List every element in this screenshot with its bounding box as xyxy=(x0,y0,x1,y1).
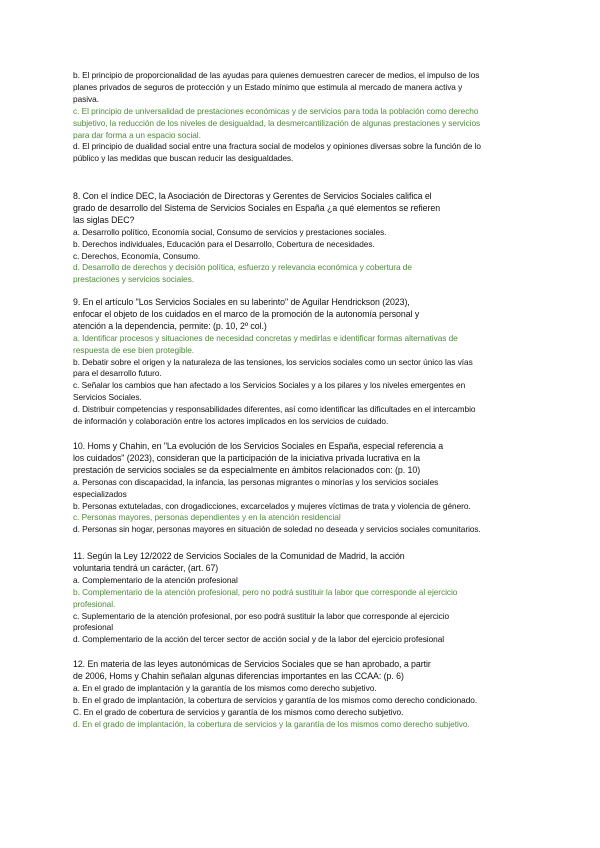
answer-option-line: b. En el grado de implantación, la cobertura de servicios y garantía de los mismos como derecho condicionado. xyxy=(73,694,478,705)
correct-answer-line: c. Personas mayores, personas dependientes y en la atención residencial xyxy=(73,512,341,523)
question-text-line: grado de desarrollo del Sistema de Servicios Sociales en España ¿a qué elementos se refieren xyxy=(73,202,441,213)
correct-answer-line: a. Identificar procesos y situaciones de necesidad concretas y medirlas e identificar formas alternativas de xyxy=(73,332,458,343)
question-text-line: 9. En el artículo "Los Servicios Sociales en su laberinto" de Aguilar Hendrickson (2023), xyxy=(73,297,410,307)
answer-option-line: b. Personas extuteladas, con drogadicciones, excarcelados y mujeres víctimas de trata y violencia de género. xyxy=(73,500,471,511)
question-text-line: atención a la dependencia, permite: (p. 10, 2º col.) xyxy=(73,320,267,331)
question-text-line: 12. En materia de las leyes autonómicas de Servicios Sociales que se han aprobado, a partir xyxy=(73,659,431,669)
answer-option-line: de información y colaboración entre los actores implicados en los servicios de cuidado. xyxy=(73,416,389,427)
answer-option-line: para el desarrollo futuro. xyxy=(73,368,162,379)
correct-answer-line: d. En el grado de implantación, la cobertura de servicios y la garantía de los mismos como derecho subjetivo. xyxy=(73,718,470,729)
answer-option-line: b. Debatir sobre el origen y la naturaleza de las tensiones, los servicios sociales como un sector único las vías xyxy=(73,356,473,367)
question-text-line: enfocar el objeto de los cuidados en el marco de la promoción de la autonomía personal y xyxy=(73,308,420,319)
correct-answer-line: d. Desarrollo de derechos y decisión política, esfuerzo y relevancia económica y cobertura de xyxy=(73,262,412,273)
answer-option-line: b. El principio de proporcionalidad de las ayudas para quienes demuestren carecer de medios, el impulso de los xyxy=(73,70,480,80)
question-text-line: las siglas DEC? xyxy=(73,214,135,225)
correct-answer-line: respuesta de ese bien protegible. xyxy=(73,344,195,355)
correct-answer-line: para dar forma a un espacio social. xyxy=(73,129,201,140)
answer-option-line: a. Desarrollo político, Economía social, Consumo de servicios y prestaciones sociales. xyxy=(73,226,387,237)
answer-option-line: a. Complementario de la atención profesional xyxy=(73,574,238,585)
correct-answer-line: prestaciones y servicios sociales. xyxy=(73,274,194,285)
question-text-line: voluntaria tendrá un carácter, (art. 67) xyxy=(73,562,219,573)
answer-option-line: c. Derechos, Economía, Consumo. xyxy=(73,250,201,261)
question-7-options xyxy=(73,70,533,165)
answer-option-line: a. En el grado de implantación y la garantía de los mismos como derecho subjetivo. xyxy=(73,682,377,693)
answer-option-line: Servicios Sociales. xyxy=(73,392,142,403)
question-text-line: 11. Según la Ley 12/2022 de Servicios Sociales de la Comunidad de Madrid, la acción xyxy=(73,551,405,561)
answer-option-line: público y las medidas que buscan reducir las desigualdades. xyxy=(73,153,294,164)
correct-answer-line: profesional. xyxy=(73,598,116,609)
answer-option-line: d. Complementario de la acción del tercer sector de acción social y de la labor del ejercicio profesional xyxy=(73,634,445,645)
question-10 xyxy=(73,441,533,536)
correct-answer-line: b. Complementario de la atención profesional, pero no podrá sustituir la labor que corresponde al ejercicio xyxy=(73,586,458,597)
answer-option-line: profesional xyxy=(73,622,114,633)
answer-option-line: d. El principio de dualidad social entre una fractura social de modelos y opiniones diversas sobre la función de lo xyxy=(73,141,481,152)
question-text-line: 10. Homs y Chahin, en "La evolución de los Servicios Sociales en España, especial referencia a xyxy=(73,441,444,451)
question-9 xyxy=(73,297,533,428)
answer-option-line: a. Personas con discapacidad, la infancia, las personas migrantes o minorías y los servicios sociales xyxy=(73,476,439,487)
question-8 xyxy=(73,191,533,286)
answer-option-line: c. Suplementario de la atención profesional, por eso podrá sustituir la labor que corresponde al ejercicio xyxy=(73,610,450,621)
question-text-line: prestación de servicios sociales se da especialmente en ámbitos relacionados con: (p. 10) xyxy=(73,464,421,475)
answer-option-line: planes privados de seguros de protección y un Estado mínimo que estimula al mercado de manera activa y xyxy=(73,81,463,92)
answer-option-line: c. Señalar los cambios que han afectado a los Servicios Sociales y a los pilares y los niveles emergentes en xyxy=(73,380,466,391)
question-text-line: de 2006, Homs y Chahin señalan algunas diferencias importantes en las CCAA: (p. 6) xyxy=(73,670,404,681)
answer-option-line: pasiva. xyxy=(73,93,99,104)
question-12 xyxy=(73,659,533,730)
answer-option-line: d. Personas sin hogar, personas mayores en situación de soledad no deseada y servicios sociales comunitarios. xyxy=(73,524,481,535)
answer-option-line: b. Derechos individuales, Educación para el Desarrollo, Cobertura de necesidades. xyxy=(73,238,375,249)
question-text-line: 8. Con el índice DEC, la Asociación de Directoras y Gerentes de Servicios Sociales califica el xyxy=(73,191,432,201)
question-text-line: los cuidados" (2023), consideran que la participación de la iniciativa privada lucrativa en la xyxy=(73,452,421,463)
question-11 xyxy=(73,551,533,646)
correct-answer-line: subjetivo, la reducción de los niveles de desigualdad, la desmercantilización de algunas prestaciones y servicios xyxy=(73,117,481,128)
correct-answer-line: c. El principio de universalidad de prestaciones económicas y de servicios para toda la población como derecho xyxy=(73,105,479,116)
answer-option-line: C. En el grado de cobertura de servicios y garantía de los mismos como derecho subjetivo. xyxy=(73,706,404,717)
answer-option-line: especializados xyxy=(73,488,127,499)
answer-option-line: d. Distribuir competencias y responsabilidades diferentes, así como identificar las dificultades en el intercambio xyxy=(73,404,476,415)
